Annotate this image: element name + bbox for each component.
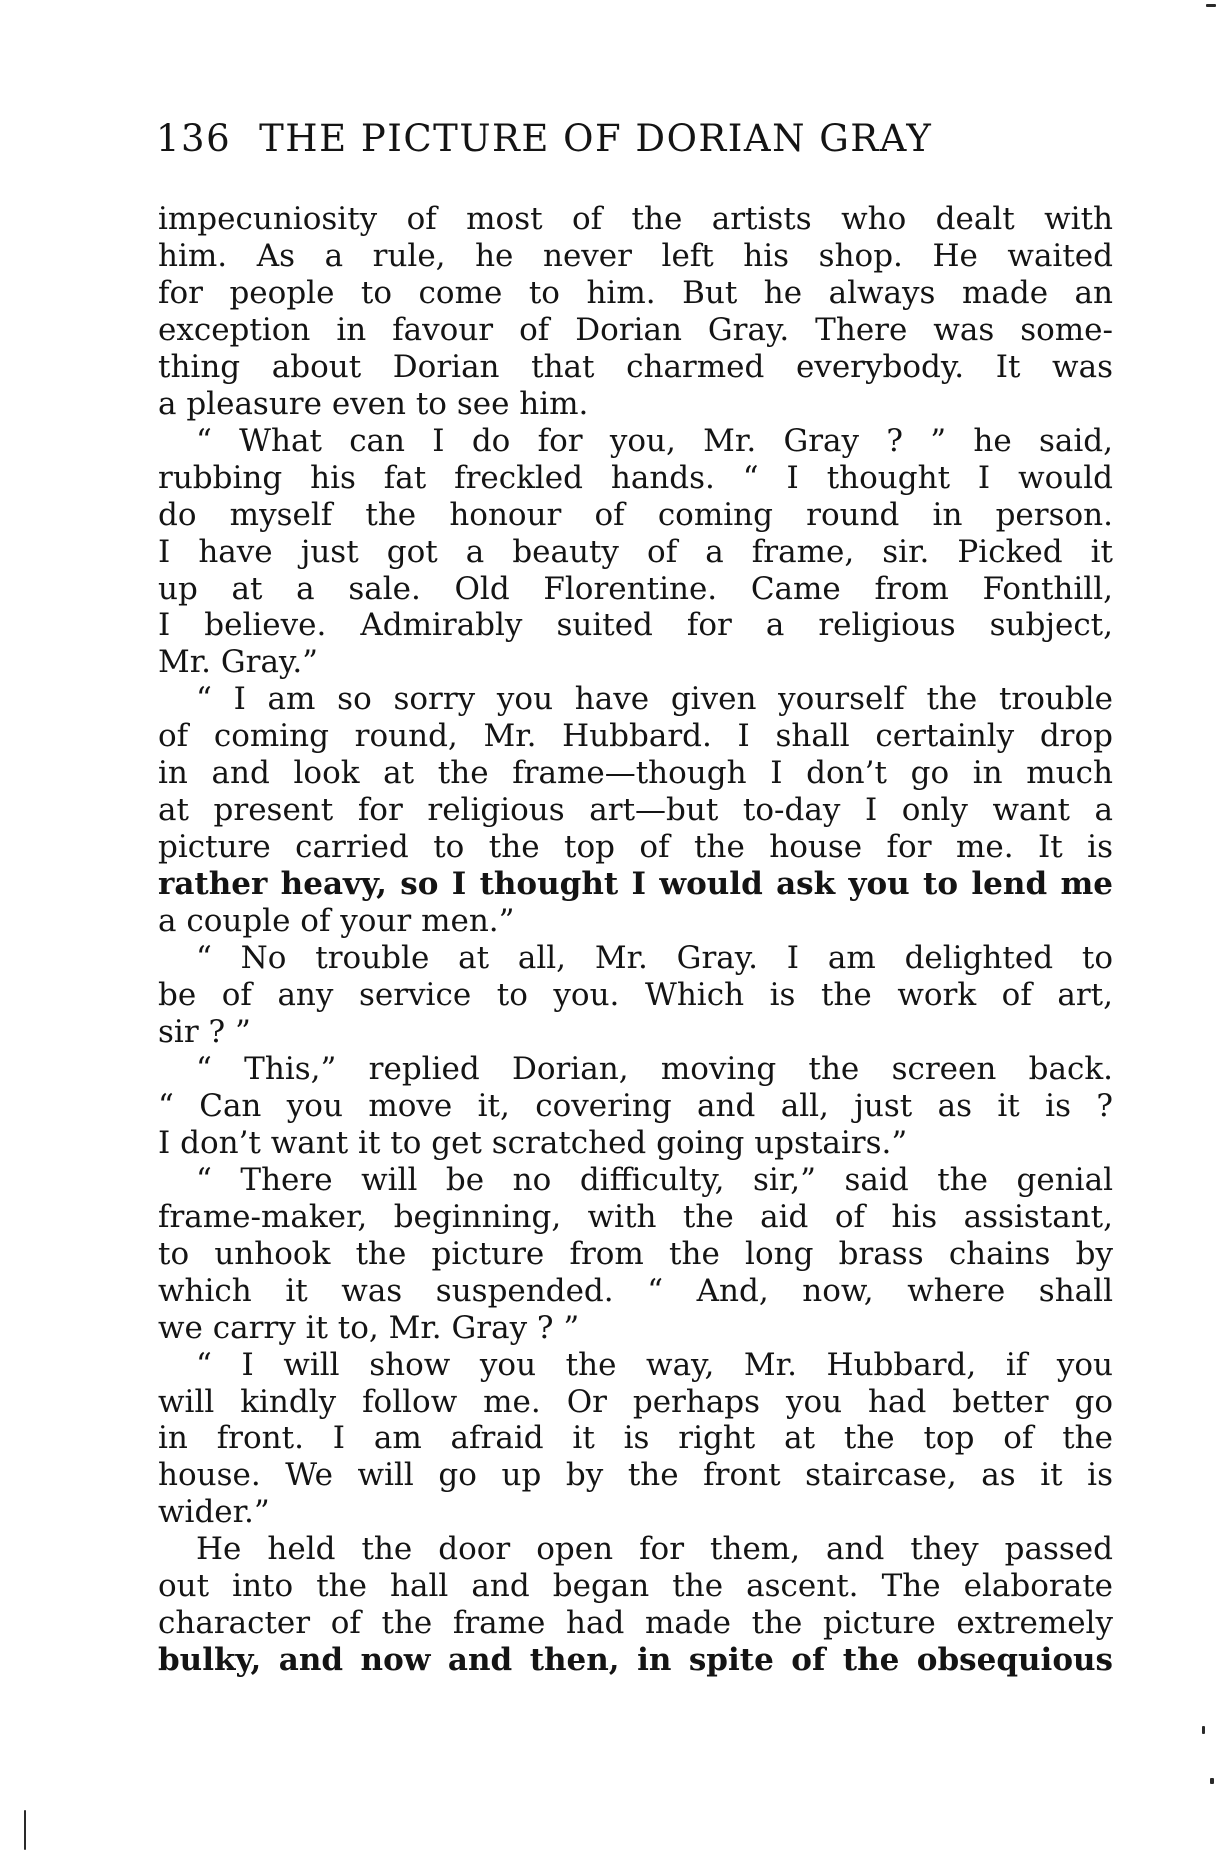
text-line: which it was suspended. “ And, now, where shall (158, 1272, 1113, 1309)
page-number: 136 (156, 117, 232, 160)
body-text (158, 201, 1113, 1679)
scan-speck (1206, 4, 1216, 7)
text-line: picture carried to the top of the house for me. It is (158, 829, 1113, 866)
scan-speck (1202, 1726, 1205, 1734)
text-line: I don’t want it to get scratched going upstairs.” (158, 1124, 908, 1161)
text-line: will kindly follow me. Or perhaps you had better go (158, 1383, 1113, 1420)
text-line: rubbing his fat freckled hands. “ I thought I would (158, 459, 1113, 496)
text-line: impecuniosity of most of the artists who dealt with (158, 201, 1113, 237)
text-line: of coming round, Mr. Hubbard. I shall certainly drop (158, 718, 1113, 755)
text-line: wider.” (158, 1494, 270, 1531)
text-line: up at a sale. Old Florentine. Came from Fonthill, (158, 570, 1113, 607)
text-line: in front. I am afraid it is right at the top of the (158, 1420, 1113, 1457)
text-line: “ What can I do for you, Mr. Gray ? ” he said, (196, 422, 1113, 459)
text-line: “ I am so sorry you have given yourself the trouble (196, 681, 1113, 718)
text-line: rather heavy, so I thought I would ask you to lend me (158, 866, 1113, 903)
text-line: a pleasure even to see him. (158, 385, 589, 422)
text-line: Mr. Gray.” (158, 644, 319, 681)
text-line: for people to come to him. But he always made an (158, 274, 1113, 311)
text-line: thing about Dorian that charmed everybody. It was (158, 348, 1113, 385)
text-line: sir ? ” (158, 1013, 251, 1050)
text-line: “ I will show you the way, Mr. Hubbard, if you (196, 1346, 1113, 1383)
text-line: we carry it to, Mr. Gray ? ” (158, 1309, 580, 1346)
text-line: “ Can you move it, covering and all, just as it is ? (158, 1087, 1113, 1124)
running-head (156, 117, 1016, 160)
text-line: He held the door open for them, and they passed (196, 1531, 1113, 1568)
text-line: “ This,” replied Dorian, moving the screen back. (196, 1050, 1113, 1087)
text-line: character of the frame had made the picture extremely (158, 1605, 1113, 1642)
text-line: a couple of your men.” (158, 903, 515, 940)
text-line: “ There will be no difficulty, sir,” said the genial (196, 1161, 1113, 1198)
text-line: be of any service to you. Which is the work of art, (158, 977, 1113, 1014)
text-line: frame-maker, beginning, with the aid of his assistant, (158, 1198, 1113, 1235)
text-line: bulky, and now and then, in spite of the obsequious (158, 1642, 1113, 1679)
text-line: at present for religious art—but to-day I only want a (158, 792, 1113, 829)
text-line: “ No trouble at all, Mr. Gray. I am delighted to (196, 940, 1113, 977)
text-line: exception in favour of Dorian Gray. There was some- (158, 311, 1113, 348)
scan-speck (1210, 1778, 1214, 1784)
text-line: to unhook the picture from the long brass chains by (158, 1235, 1113, 1272)
book-title: THE PICTURE OF DORIAN GRAY (259, 117, 933, 160)
text-line: in and look at the frame—though I don’t go in much (158, 755, 1113, 792)
text-line: house. We will go up by the front staircase, as it is (158, 1457, 1113, 1494)
text-line: out into the hall and began the ascent. The elaborate (158, 1568, 1113, 1605)
text-line: I believe. Admirably suited for a religious subject, (158, 607, 1113, 644)
text-line: him. As a rule, he never left his shop. He waited (158, 237, 1113, 274)
text-line: I have just got a beauty of a frame, sir. Picked it (158, 533, 1113, 570)
scan-speck (24, 1810, 26, 1850)
text-line: do myself the honour of coming round in person. (158, 496, 1113, 533)
